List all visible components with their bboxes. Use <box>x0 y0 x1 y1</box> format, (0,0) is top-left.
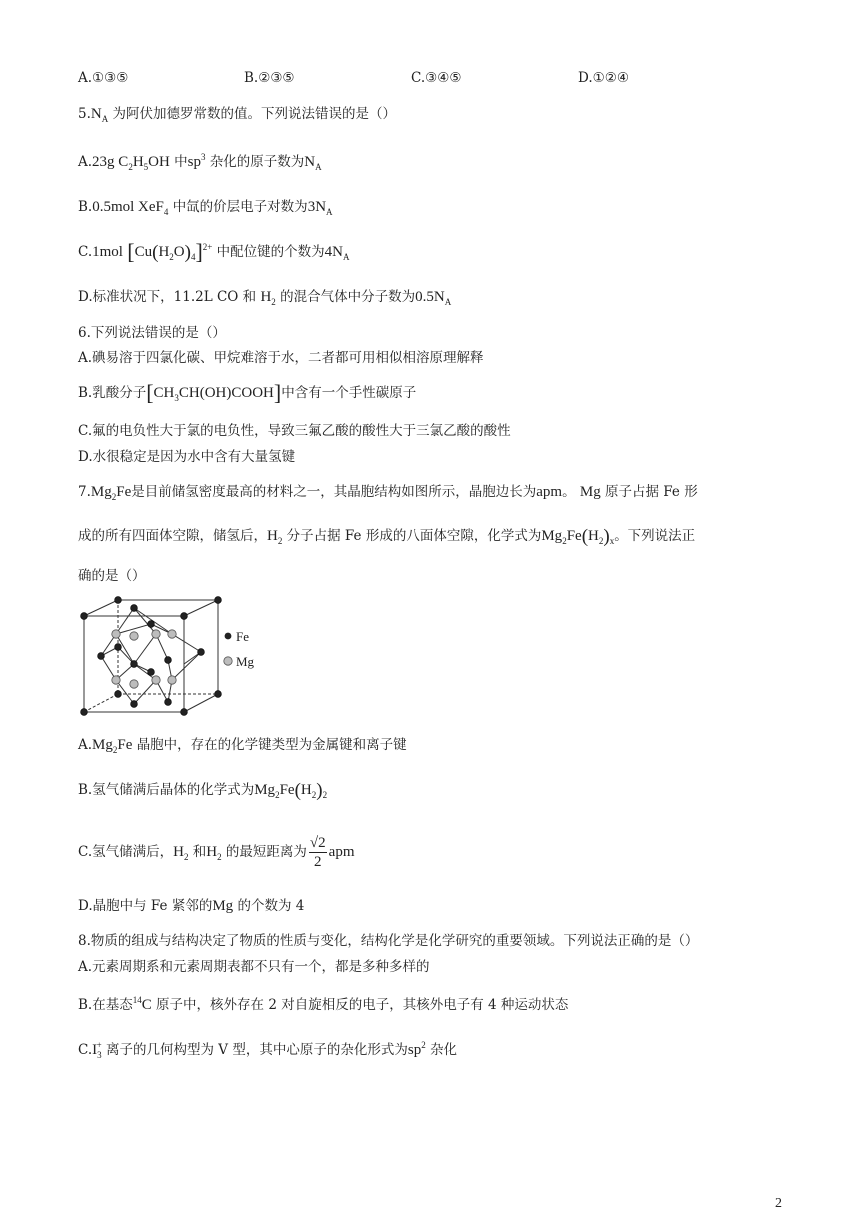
page-number: 2 <box>775 1196 782 1211</box>
q7-stem-line1: $7.Mg_2Fe$是目前储氢密度最高的材料之一，其晶胞结构如图所示，晶胞边长为apm。 Mg 原子占据 Fe 形 <box>78 484 698 502</box>
q7-option-a: $A.Mg_2Fe$ 晶胞中，存在的化学键类型为金属键和离子键 <box>78 737 407 755</box>
prev-option-d: D.①②④ <box>578 70 629 86</box>
legend-fe-marker <box>225 633 232 640</box>
q7-option-c: C.氢气储满后，$H_2$ 和$H_2$ 的最短距离为 $\frac{√2}{2}$ apm <box>78 835 355 870</box>
q6-option-a: A.碘易溶于四氯化碳、甲烷难溶于水，二者都可用相似相溶原理解释 <box>78 350 484 366</box>
q6-option-d: D.水很稳定是因为水中含有大量氢键 <box>78 449 296 465</box>
q6-stem: 6.下列说法错误的是（） <box>78 325 226 341</box>
q7-stem-line2: 成的所有四面体空隙，储氢后，$H_2$ 分子占据 Fe 形成的八面体空隙，化学式为$Mg_2Fe(H_2)_x$。下列说法正 <box>78 526 696 547</box>
q7-option-d: D.晶胞中与 Fe 紧邻的Mg 的个数为 4 <box>78 898 305 914</box>
q7-option-b: B.氢气储满后晶体的化学式为$Mg_2Fe(H_2)_2$ <box>78 780 328 801</box>
q5-option-c: C.1mol $[Cu(H_2O)_4]^{2+}$ 中配位键的个数为$4N_A$ <box>78 239 350 264</box>
q8-option-c: $C.I_3^+$ 离子的几何构型为 V 型，其中心原子的杂化形式为$sp^2$ 杂化 <box>78 1040 457 1060</box>
prev-option-a: A.①③⑤ <box>78 70 129 86</box>
q8-option-b: B.在基态$^{14}$C 原子中，核外存在 2 对自旋相反的电子，其核外电子有 4 种运动状态 <box>78 995 569 1013</box>
prev-option-c: C.③④⑤ <box>411 70 462 86</box>
q5-stem-text: 为阿伏加德罗常数的值。下列说法错误的是（） <box>112 106 397 122</box>
legend-fe-label: Fe <box>236 629 249 644</box>
legend-mg-label: Mg <box>236 654 255 669</box>
q5-na-symbol: $N_A$ <box>90 106 109 124</box>
q5-option-b: B.0.5mol XeF$_4$ 中氙的价层电子对数为$3N_A$ <box>78 199 333 217</box>
q6-option-c: C.氟的电负性大于氯的电负性，导致三氟乙酸的酸性大于三氯乙酸的酸性 <box>78 423 511 439</box>
q8-stem: 8.物质的组成与结构决定了物质的性质与变化，结构化学是化学研究的重要领域。下列说法正确的是（） <box>78 933 699 949</box>
q5-option-a: A.23g $C_2H_5OH$ 中$sp^3$ 杂化的原子数为$N_A$ <box>78 152 322 172</box>
q7-stem-line3: 确的是（） <box>78 568 146 584</box>
q6-option-b: B.乳酸分子$[CH_3CH(OH)COOH]$中含有一个手性碳原子 <box>78 380 417 405</box>
crystal-structure-figure <box>74 594 264 718</box>
q5-number: 5. <box>78 106 91 122</box>
q5-stem <box>78 104 396 124</box>
prev-option-b: B.②③⑤ <box>244 70 295 86</box>
legend-mg-marker <box>224 657 232 665</box>
fraction-sqrt2-over-2: $\frac{√2}{2}$ <box>309 835 326 870</box>
q8-option-a: A.元素周期系和元素周期表都不只有一个，都是多种多样的 <box>78 959 430 975</box>
q5-option-d: D.标准状况下，11.2L CO 和 $H_2$ 的混合气体中分子数为$0.5N_A$ <box>78 289 452 307</box>
